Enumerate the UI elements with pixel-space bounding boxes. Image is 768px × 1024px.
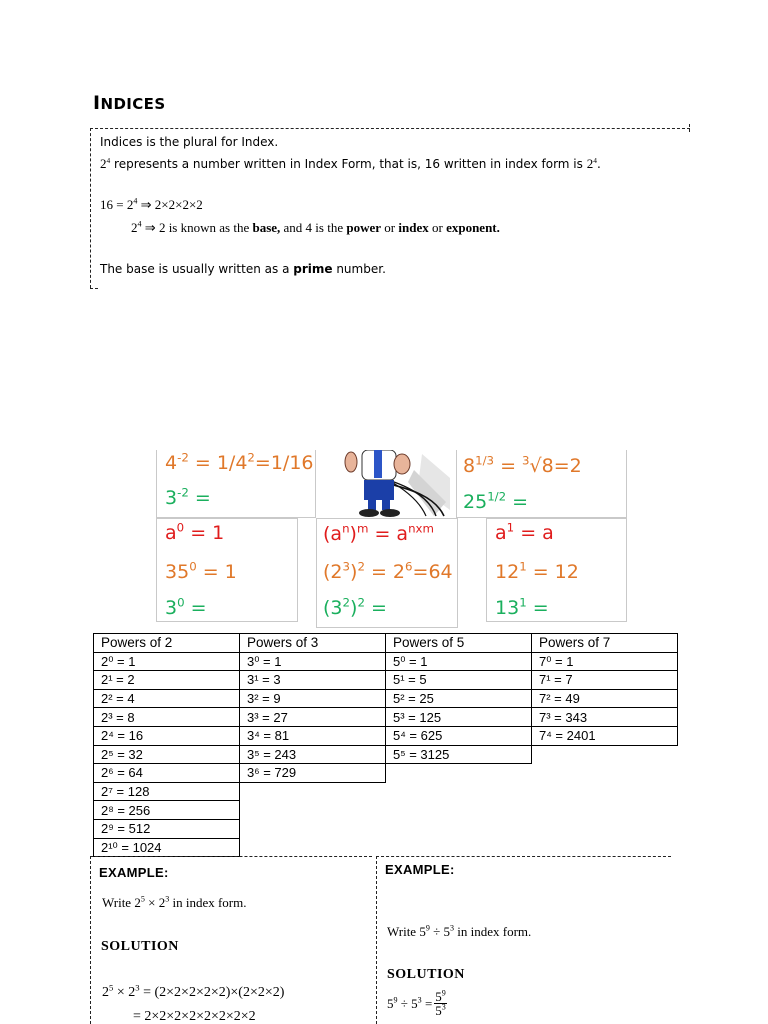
table-empty-cell <box>240 819 386 838</box>
intro-line-1: Indices is the plural for Index. <box>100 135 279 149</box>
example1-solution-line2: = 2×2×2×2×2×2×2×2 <box>133 1009 256 1024</box>
table-cell: 3⁴ = 81 <box>240 726 386 745</box>
example1-solution-label: SOLUTION <box>101 939 179 954</box>
table-cell: 3⁰ = 1 <box>240 652 386 671</box>
table-cell: 3⁶ = 729 <box>240 764 386 783</box>
table-cell: 5⁵ = 3125 <box>386 745 532 764</box>
table-row <box>94 689 678 708</box>
example-divider <box>376 856 377 1024</box>
table-empty-cell <box>240 838 386 857</box>
table-cell: 2³ = 8 <box>94 708 240 727</box>
table-row <box>94 726 678 745</box>
example1-question: Write $2^5 \times 2^3$ in index form. <box>102 894 247 910</box>
intro-line-2: $2^4$ represents a number written in Index Form, that is, 16 written in index form is $2^4$. <box>100 156 601 171</box>
intro-box-bottom-tick <box>90 288 98 289</box>
table-row <box>94 782 678 801</box>
table-cell: 2⁸ = 256 <box>94 801 240 820</box>
table-row <box>94 708 678 727</box>
table-cell: 3² = 9 <box>240 689 386 708</box>
collage-zero-example: $35^0 = 1$ <box>165 559 237 583</box>
table-cell: 7¹ = 7 <box>532 671 678 690</box>
table-cell: 7⁰ = 1 <box>532 652 678 671</box>
table-empty-cell <box>532 764 678 783</box>
table-cell: 5⁴ = 625 <box>386 726 532 745</box>
table-cell: 2⁹ = 512 <box>94 819 240 838</box>
table-cell: 5⁰ = 1 <box>386 652 532 671</box>
table-row <box>94 838 678 857</box>
example1-label: EXAMPLE: <box>99 865 169 880</box>
table-cell: 2⁴ = 16 <box>94 726 240 745</box>
intro-equation-2: $2^4$ ⇒ 2 is known as the base, and 4 is the power or index or exponent. <box>131 219 500 235</box>
table-cell: 2⁶ = 64 <box>94 764 240 783</box>
table-cell: 2⁷ = 128 <box>94 782 240 801</box>
collage-fractional-exercise: $25^{1/2}$ = <box>463 489 529 513</box>
example2-solution-label: SOLUTION <box>387 967 465 982</box>
table-cell: 3¹ = 3 <box>240 671 386 690</box>
example2-solution-line1: $5^9 \div 5^3$ = $\frac{5^9}{5^3}$ <box>387 988 446 1018</box>
collage-negative-exercise: $3^{-2}$ = <box>165 485 211 509</box>
example1-left-border <box>90 856 91 1024</box>
table-empty-cell <box>532 782 678 801</box>
table-cell: 5³ = 125 <box>386 708 532 727</box>
table-empty-cell <box>386 764 532 783</box>
table-empty-cell <box>532 819 678 838</box>
intro-line-3: The base is usually written as a prime number. <box>100 262 386 276</box>
example2-question: Write $5^9 \div 5^3$ in index form. <box>387 923 532 939</box>
collage-one-rule: $a^1 = a$ <box>495 520 554 544</box>
table-empty-cell <box>386 819 532 838</box>
table-empty-cell <box>532 801 678 820</box>
example2-label: EXAMPLE: <box>385 862 455 877</box>
table-empty-cell <box>386 782 532 801</box>
table-cell: 2² = 4 <box>94 689 240 708</box>
table-cell: 2¹ = 2 <box>94 671 240 690</box>
table-empty-cell <box>386 801 532 820</box>
table-cell: 3⁵ = 243 <box>240 745 386 764</box>
table-empty-cell <box>532 745 678 764</box>
example1-solution-line1: $2^5 \times 2^3 = (2\times 2\times 2\times 2\times 2)\times(2\times 2\times 2)$ <box>102 982 285 1000</box>
powers-table <box>93 633 678 857</box>
table-cell: 7³ = 343 <box>532 708 678 727</box>
table-row <box>94 745 678 764</box>
powers-table-header-row <box>94 634 678 653</box>
table-empty-cell <box>386 838 532 857</box>
table-cell: 2¹⁰ = 1024 <box>94 838 240 857</box>
example2-fraction: $\frac{5^9}{5^3}$ <box>435 988 446 1018</box>
intro-box-left-border <box>90 128 91 288</box>
powers-table-header: Powers of 5 <box>386 634 532 653</box>
intro-box-right-tick <box>689 124 690 132</box>
table-cell: 2⁵ = 32 <box>94 745 240 764</box>
table-cell: 2⁰ = 1 <box>94 652 240 671</box>
collage-negative-example: $4^{-2} = 1/4^2=1/16$ <box>165 450 314 474</box>
example2-top-border <box>376 856 671 857</box>
collage-zero-exercise: $3^0$ = <box>165 595 207 619</box>
collage-one-example: $12^1 = 12$ <box>495 559 579 583</box>
table-empty-cell <box>532 838 678 857</box>
table-empty-cell <box>240 782 386 801</box>
table-row <box>94 652 678 671</box>
powers-table-header: Powers of 2 <box>94 634 240 653</box>
table-empty-cell <box>240 801 386 820</box>
cartoon-figure-icon <box>322 450 452 518</box>
powers-table-header: Powers of 7 <box>532 634 678 653</box>
example1-top-border <box>90 856 372 857</box>
intro-box-top-border <box>90 128 690 129</box>
table-cell: 3³ = 27 <box>240 708 386 727</box>
table-row <box>94 764 678 783</box>
table-cell: 7⁴ = 2401 <box>532 726 678 745</box>
table-row <box>94 801 678 820</box>
table-cell: 5² = 25 <box>386 689 532 708</box>
collage-power-example: $(2^3)^2 = 2^6=64$ <box>323 559 453 583</box>
table-row <box>94 671 678 690</box>
table-cell: 5¹ = 5 <box>386 671 532 690</box>
intro-equation-1: $16 = 2^4$ ⇒ 2×2×2×2 <box>100 196 203 212</box>
collage-power-rule: $(a^n)^m = a^{nxm}$ <box>323 521 434 545</box>
collage-zero-rule: $a^0 = 1$ <box>165 520 225 544</box>
collage-fractional-example: $8^{1/3} = ^3√8=2$ <box>463 453 582 477</box>
table-cell: 7² = 49 <box>532 689 678 708</box>
collage-power-exercise: $(3^2)^2$ = <box>323 595 387 619</box>
powers-table-header: Powers of 3 <box>240 634 386 653</box>
table-row <box>94 819 678 838</box>
collage-one-exercise: $13^1$ = <box>495 595 549 619</box>
page-title: INDICES <box>93 92 166 114</box>
